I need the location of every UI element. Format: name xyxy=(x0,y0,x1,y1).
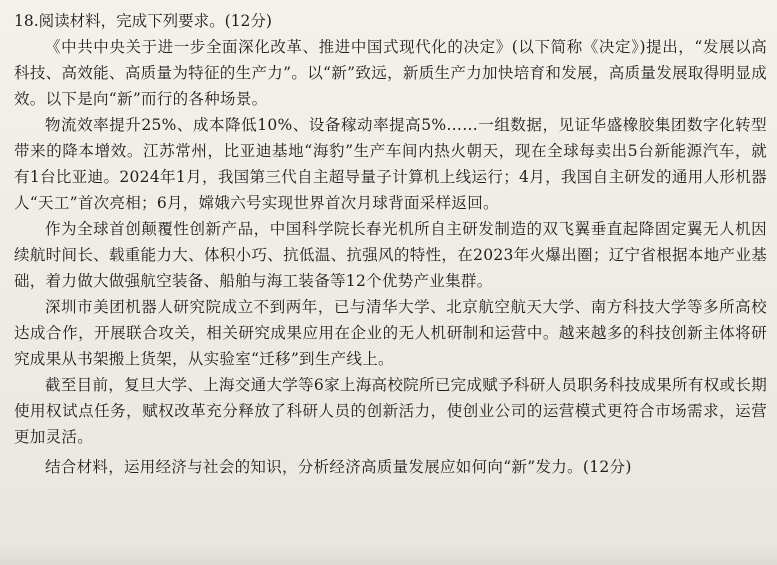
question-title: 18.阅读材料，完成下列要求。(12分) xyxy=(14,12,272,30)
page-bottom-shadow xyxy=(0,543,777,565)
material-paragraph-2: 物流效率提升25%、成本降低10%、设备稼动率提高5%……一组数据，见证华盛橡胶集团数字化转型带来的降本增效。江苏常州，比亚迪基地“海豹”生产车间内热火朝天，现在全球每卖出5台新能源汽车，就有1台比亚迪。2024年1月，我国第三代自主超导量子计算机上线运行；4月，我国自主研发的通用人形机器人“天工”首次亮相；6月，嫦娥六号实现世界首次月球背面采样返回。 xyxy=(14,116,767,212)
material-paragraph-3: 作为全球首创颠覆性创新产品，中国科学院长春光机所自主研发制造的双飞翼垂直起降固定翼无人机因续航时间长、载重能力大、体积小巧、抗低温、抗强风的特性，在2023年火爆出圈；辽宁省根据本地产业基础，着力做大做强航空装备、船舶与海工装备等12个优势产业集群。 xyxy=(14,220,767,290)
material-paragraph-1: 《中共中央关于进一步全面深化改革、推进中国式现代化的决定》(以下简称《决定》)提出，“发展以高科技、高效能、高质量为特征的生产力”。以“新”致远，新质生产力加快培育和发展，高质量发展取得明显成效。以下是向“新”而行的各种场景。 xyxy=(14,38,767,108)
material-paragraph-4: 深圳市美团机器人研究院成立不到两年，已与清华大学、北京航空航天大学、南方科技大学等多所高校达成合作，开展联合攻关，相关研究成果应用在企业的无人机研制和运营中。越来越多的科技创新主体将研究成果从书架搬上货架，从实验室“迁移”到生产线上。 xyxy=(14,298,767,368)
material-paragraph-5: 截至目前，复旦大学、上海交通大学等6家上海高校院所已完成赋予科研人员职务科技成果所有权或长期使用权试点任务，赋权改革充分释放了科研人员的创新活力，使创业公司的运营模式更符合市场需求，运营更加灵活。 xyxy=(14,376,767,446)
question-prompt: 结合材料，运用经济与社会的知识，分析经济高质量发展应如何向“新”发力。(12分) xyxy=(45,458,632,476)
